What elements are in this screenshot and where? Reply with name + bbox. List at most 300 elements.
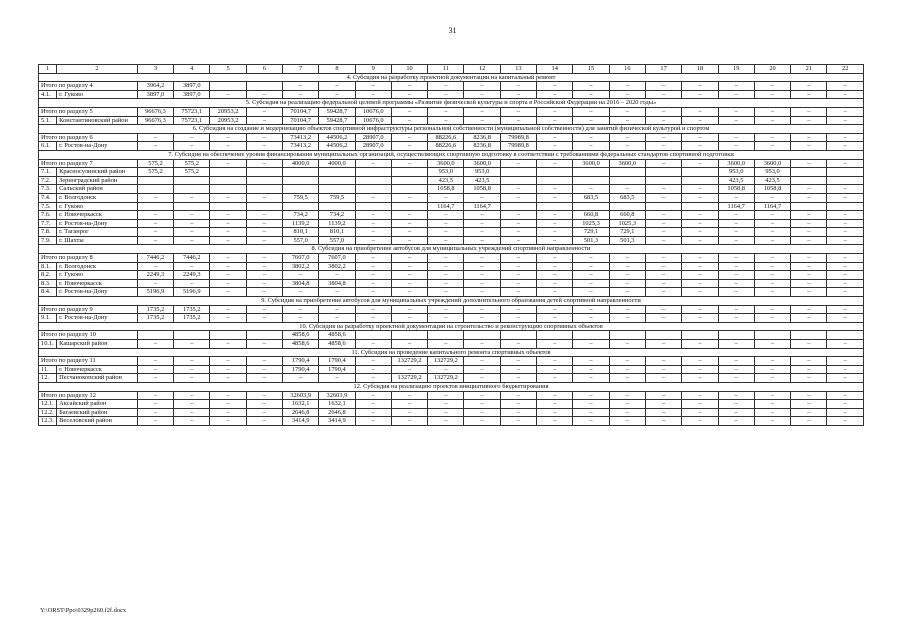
- value-cell: [174, 331, 210, 340]
- value-cell: –: [246, 159, 282, 168]
- value-cell: –: [827, 236, 864, 245]
- value-cell: –: [827, 254, 864, 263]
- value-cell: –: [391, 408, 427, 417]
- value-cell: –: [246, 211, 282, 220]
- row-name: г. Новочеркасск: [57, 279, 138, 288]
- table-row: [39, 340, 864, 349]
- value-cell: –: [391, 417, 427, 426]
- value-cell: –: [754, 90, 790, 99]
- value-cell: 3600,0: [718, 159, 754, 168]
- value-cell: 88226,6: [428, 142, 464, 151]
- value-cell: [464, 331, 500, 340]
- table-row: [39, 305, 864, 314]
- column-header: 14: [537, 65, 573, 74]
- value-cell: –: [391, 133, 427, 142]
- row-name: г. Волгодонск: [57, 262, 138, 271]
- value-cell: 4858,6: [319, 340, 355, 349]
- value-cell: [500, 202, 536, 211]
- value-cell: 1058,8: [464, 185, 500, 194]
- row-number: 8.3.: [39, 279, 57, 288]
- value-cell: –: [464, 271, 500, 280]
- value-cell: [573, 176, 609, 185]
- value-cell: 729,1: [609, 228, 645, 237]
- value-cell: –: [754, 228, 790, 237]
- value-cell: –: [137, 391, 173, 400]
- row-name: г. Волгодонск: [57, 193, 138, 202]
- value-cell: –: [174, 365, 210, 374]
- value-cell: –: [391, 365, 427, 374]
- value-cell: –: [682, 408, 718, 417]
- value-cell: –: [827, 279, 864, 288]
- value-cell: –: [137, 133, 173, 142]
- value-cell: –: [645, 417, 681, 426]
- value-cell: 953,0: [718, 168, 754, 177]
- value-cell: –: [500, 82, 536, 91]
- value-cell: –: [537, 391, 573, 400]
- table-row: [39, 271, 864, 280]
- value-cell: 3600,0: [573, 159, 609, 168]
- value-cell: –: [246, 219, 282, 228]
- value-cell: –: [137, 193, 173, 202]
- value-cell: –: [754, 391, 790, 400]
- value-cell: –: [464, 408, 500, 417]
- value-cell: [645, 202, 681, 211]
- row-name: г. Новочеркасск: [57, 365, 138, 374]
- value-cell: –: [573, 374, 609, 383]
- value-cell: 1164,7: [464, 202, 500, 211]
- value-cell: 3600,0: [609, 159, 645, 168]
- value-cell: –: [791, 107, 827, 116]
- value-cell: –: [355, 236, 391, 245]
- value-cell: –: [391, 279, 427, 288]
- value-cell: –: [464, 314, 500, 323]
- value-cell: –: [754, 408, 790, 417]
- value-cell: –: [609, 408, 645, 417]
- value-cell: 423,5: [754, 176, 790, 185]
- row-name: Песчанокопский район: [57, 374, 138, 383]
- row-number: 7.6.: [39, 211, 57, 220]
- value-cell: –: [174, 391, 210, 400]
- value-cell: –: [682, 116, 718, 125]
- row-number: 6.1.: [39, 142, 57, 151]
- value-cell: –: [137, 340, 173, 349]
- value-cell: –: [464, 400, 500, 409]
- value-cell: 953,0: [464, 168, 500, 177]
- value-cell: –: [537, 193, 573, 202]
- table-row: [39, 357, 864, 366]
- row-number: 7.2.: [39, 176, 57, 185]
- value-cell: 3804,8: [319, 279, 355, 288]
- value-cell: [137, 331, 173, 340]
- value-cell: –: [791, 159, 827, 168]
- value-cell: [827, 331, 864, 340]
- value-cell: [246, 82, 282, 91]
- value-cell: –: [174, 357, 210, 366]
- value-cell: [609, 176, 645, 185]
- value-cell: –: [355, 219, 391, 228]
- value-cell: –: [682, 185, 718, 194]
- value-cell: –: [718, 391, 754, 400]
- value-cell: –: [319, 305, 355, 314]
- value-cell: [137, 176, 173, 185]
- value-cell: –: [718, 408, 754, 417]
- value-cell: –: [391, 116, 427, 125]
- value-cell: –: [791, 254, 827, 263]
- value-cell: 3414,9: [283, 417, 319, 426]
- value-cell: –: [500, 314, 536, 323]
- value-cell: –: [537, 365, 573, 374]
- value-cell: –: [754, 262, 790, 271]
- value-cell: –: [537, 262, 573, 271]
- value-cell: –: [428, 82, 464, 91]
- section-title: 8. Субсидия на приобретение автобусов для муниципальных учреждений спортивной направленности: [39, 245, 864, 254]
- table-row: [39, 417, 864, 426]
- value-cell: 501,3: [609, 236, 645, 245]
- value-cell: 3414,9: [319, 417, 355, 426]
- value-cell: –: [464, 90, 500, 99]
- value-cell: –: [246, 408, 282, 417]
- value-cell: 20953,2: [210, 116, 246, 125]
- value-cell: –: [609, 82, 645, 91]
- value-cell: –: [355, 254, 391, 263]
- value-cell: –: [174, 262, 210, 271]
- value-cell: –: [718, 254, 754, 263]
- row-name: г. Ростов-на-Дону: [57, 314, 138, 323]
- row-name: г. Ростов-на-Дону: [57, 288, 138, 297]
- value-cell: –: [500, 116, 536, 125]
- value-cell: –: [464, 82, 500, 91]
- value-cell: 4858,6: [319, 331, 355, 340]
- value-cell: –: [573, 305, 609, 314]
- value-cell: –: [645, 142, 681, 151]
- value-cell: [573, 202, 609, 211]
- value-cell: –: [174, 400, 210, 409]
- value-cell: –: [754, 417, 790, 426]
- value-cell: 3600,0: [754, 159, 790, 168]
- value-cell: [645, 176, 681, 185]
- value-cell: –: [137, 142, 173, 151]
- value-cell: [210, 202, 246, 211]
- value-cell: 28907,0: [355, 133, 391, 142]
- value-cell: 73413,2: [283, 133, 319, 142]
- value-cell: –: [464, 228, 500, 237]
- table-row: [39, 279, 864, 288]
- value-cell: 729,1: [573, 228, 609, 237]
- row-name: г. Шахты: [57, 236, 138, 245]
- value-cell: –: [391, 288, 427, 297]
- value-cell: –: [609, 288, 645, 297]
- value-cell: –: [210, 417, 246, 426]
- value-cell: –: [391, 305, 427, 314]
- value-cell: 1632,1: [283, 400, 319, 409]
- value-cell: –: [428, 340, 464, 349]
- value-cell: [319, 185, 355, 194]
- value-cell: –: [573, 357, 609, 366]
- row-number: 10.1.: [39, 340, 57, 349]
- value-cell: 2249,3: [174, 271, 210, 280]
- value-cell: –: [391, 262, 427, 271]
- value-cell: 3600,0: [428, 159, 464, 168]
- value-cell: –: [537, 159, 573, 168]
- value-cell: –: [791, 228, 827, 237]
- value-cell: –: [391, 219, 427, 228]
- row-name: Итого по разделу 12: [39, 391, 138, 400]
- value-cell: –: [573, 288, 609, 297]
- value-cell: –: [682, 374, 718, 383]
- value-cell: –: [573, 271, 609, 280]
- value-cell: –: [791, 271, 827, 280]
- value-cell: –: [428, 116, 464, 125]
- value-cell: –: [791, 236, 827, 245]
- value-cell: –: [246, 271, 282, 280]
- value-cell: –: [754, 211, 790, 220]
- value-cell: –: [428, 391, 464, 400]
- value-cell: –: [428, 365, 464, 374]
- value-cell: –: [682, 305, 718, 314]
- value-cell: –: [682, 357, 718, 366]
- value-cell: –: [537, 340, 573, 349]
- value-cell: –: [246, 357, 282, 366]
- value-cell: 75723,1: [174, 107, 210, 116]
- value-cell: –: [174, 211, 210, 220]
- value-cell: 575,2: [137, 168, 173, 177]
- value-cell: –: [609, 107, 645, 116]
- value-cell: –: [718, 219, 754, 228]
- value-cell: 5196,9: [137, 288, 173, 297]
- value-cell: 3802,2: [319, 262, 355, 271]
- value-cell: –: [609, 374, 645, 383]
- value-cell: –: [718, 228, 754, 237]
- value-cell: –: [500, 391, 536, 400]
- table-row: [39, 116, 864, 125]
- value-cell: –: [718, 365, 754, 374]
- value-cell: –: [718, 236, 754, 245]
- value-cell: 79989,8: [500, 142, 536, 151]
- value-cell: –: [428, 90, 464, 99]
- value-cell: –: [537, 133, 573, 142]
- value-cell: –: [174, 193, 210, 202]
- value-cell: 4858,6: [283, 340, 319, 349]
- value-cell: –: [246, 374, 282, 383]
- value-cell: –: [682, 133, 718, 142]
- value-cell: –: [500, 228, 536, 237]
- value-cell: –: [645, 211, 681, 220]
- value-cell: –: [645, 408, 681, 417]
- value-cell: –: [827, 133, 864, 142]
- value-cell: –: [537, 116, 573, 125]
- value-cell: –: [609, 400, 645, 409]
- value-cell: –: [391, 391, 427, 400]
- value-cell: 3804,8: [283, 279, 319, 288]
- column-header: 7: [283, 65, 319, 74]
- value-cell: –: [827, 159, 864, 168]
- row-name: Итого по разделу 11: [39, 357, 138, 366]
- value-cell: –: [609, 133, 645, 142]
- value-cell: [283, 168, 319, 177]
- column-header: 1: [39, 65, 57, 74]
- row-number: 7.1.: [39, 168, 57, 177]
- value-cell: [645, 168, 681, 177]
- value-cell: –: [137, 400, 173, 409]
- table-row: [39, 219, 864, 228]
- table-row: [39, 391, 864, 400]
- value-cell: –: [718, 116, 754, 125]
- column-header: 8: [319, 65, 355, 74]
- value-cell: –: [210, 159, 246, 168]
- value-cell: 132729,2: [391, 374, 427, 383]
- column-header: 19: [718, 65, 754, 74]
- section-title: 6. Субсидия на создание и модернизацию объектов спортивной инфраструктуры региональной собственности (муниципальной собственности) для занятий физической культурой и спортом: [39, 125, 864, 134]
- value-cell: –: [718, 211, 754, 220]
- value-cell: [210, 331, 246, 340]
- value-cell: –: [174, 374, 210, 383]
- value-cell: –: [609, 314, 645, 323]
- value-cell: –: [682, 193, 718, 202]
- value-cell: [137, 202, 173, 211]
- value-cell: 1058,8: [428, 185, 464, 194]
- value-cell: –: [210, 211, 246, 220]
- row-number: 4.1.: [39, 90, 57, 99]
- section-title: 9. Субсидия на приобретение автобусов для муниципальных учреждений дополнительного образования детей спортивной направленности: [39, 297, 864, 306]
- value-cell: –: [645, 400, 681, 409]
- value-cell: 8236,8: [464, 142, 500, 151]
- value-cell: –: [319, 314, 355, 323]
- value-cell: –: [464, 374, 500, 383]
- value-cell: –: [791, 305, 827, 314]
- value-cell: –: [246, 116, 282, 125]
- value-cell: 423,5: [464, 176, 500, 185]
- value-cell: [827, 168, 864, 177]
- value-cell: –: [246, 365, 282, 374]
- value-cell: –: [537, 254, 573, 263]
- value-cell: –: [827, 314, 864, 323]
- value-cell: –: [391, 314, 427, 323]
- value-cell: –: [246, 288, 282, 297]
- value-cell: –: [464, 116, 500, 125]
- value-cell: –: [827, 357, 864, 366]
- value-cell: –: [827, 288, 864, 297]
- value-cell: –: [609, 185, 645, 194]
- value-cell: 44506,2: [319, 133, 355, 142]
- table-row: [39, 159, 864, 168]
- value-cell: –: [754, 107, 790, 116]
- row-name: г. Гуково: [57, 271, 138, 280]
- value-cell: –: [754, 271, 790, 280]
- value-cell: –: [137, 262, 173, 271]
- column-header: 21: [791, 65, 827, 74]
- value-cell: [137, 185, 173, 194]
- section-title: 7. Субсидия на обеспечение уровня финансирования муниципальных организаций, осуществляющих спортивную подготовку в соответствии с требованиями федеральных стандартов спортивной подготовки: [39, 150, 864, 159]
- row-name: Зерноградский район: [57, 176, 138, 185]
- table-row: [39, 374, 864, 383]
- value-cell: 575,2: [137, 159, 173, 168]
- row-number: 7.5.: [39, 202, 57, 211]
- value-cell: –: [355, 262, 391, 271]
- value-cell: –: [464, 340, 500, 349]
- value-cell: –: [791, 279, 827, 288]
- value-cell: –: [283, 82, 319, 91]
- value-cell: –: [718, 357, 754, 366]
- value-cell: –: [791, 262, 827, 271]
- value-cell: –: [791, 357, 827, 366]
- value-cell: –: [464, 193, 500, 202]
- value-cell: –: [391, 400, 427, 409]
- column-header: 16: [609, 65, 645, 74]
- row-name: Аксайский район: [57, 400, 138, 409]
- value-cell: [609, 202, 645, 211]
- value-cell: –: [537, 185, 573, 194]
- value-cell: 10676,0: [355, 107, 391, 116]
- value-cell: [210, 168, 246, 177]
- value-cell: 59428,7: [319, 116, 355, 125]
- value-cell: –: [537, 279, 573, 288]
- value-cell: [355, 168, 391, 177]
- value-cell: –: [537, 305, 573, 314]
- value-cell: 2646,8: [319, 408, 355, 417]
- row-name: Итого по разделу 7: [39, 159, 138, 168]
- value-cell: 734,2: [283, 211, 319, 220]
- value-cell: –: [791, 365, 827, 374]
- section-title: 10. Субсидия на разработку проектной документации на строительство и реконструкцию спортивных объектов: [39, 322, 864, 331]
- value-cell: 132729,2: [428, 374, 464, 383]
- value-cell: –: [791, 314, 827, 323]
- value-cell: [391, 185, 427, 194]
- value-cell: 3897,0: [174, 90, 210, 99]
- row-number: 7.7.: [39, 219, 57, 228]
- value-cell: [718, 331, 754, 340]
- value-cell: –: [754, 400, 790, 409]
- value-cell: –: [246, 340, 282, 349]
- value-cell: –: [537, 82, 573, 91]
- value-cell: –: [246, 254, 282, 263]
- value-cell: 953,0: [754, 168, 790, 177]
- value-cell: –: [791, 116, 827, 125]
- value-cell: –: [682, 400, 718, 409]
- value-cell: –: [137, 279, 173, 288]
- row-number: 9.1.: [39, 314, 57, 323]
- value-cell: 1790,4: [319, 357, 355, 366]
- row-name: Веселовский район: [57, 417, 138, 426]
- value-cell: –: [174, 133, 210, 142]
- value-cell: –: [754, 374, 790, 383]
- value-cell: –: [754, 236, 790, 245]
- value-cell: –: [537, 219, 573, 228]
- row-name: Константиновский район: [57, 116, 138, 125]
- table-row: [39, 400, 864, 409]
- value-cell: –: [428, 314, 464, 323]
- value-cell: –: [210, 391, 246, 400]
- value-cell: –: [645, 357, 681, 366]
- value-cell: –: [609, 391, 645, 400]
- value-cell: –: [500, 254, 536, 263]
- value-cell: –: [283, 288, 319, 297]
- row-name: Итого по разделу 10: [39, 331, 138, 340]
- value-cell: –: [464, 107, 500, 116]
- row-number: 8.1.: [39, 262, 57, 271]
- table-row: [39, 365, 864, 374]
- table-row: [39, 90, 864, 99]
- value-cell: –: [645, 219, 681, 228]
- section-title: 12. Субсидия на реализацию проектов инициативного бюджетирования: [39, 382, 864, 391]
- value-cell: 79989,8: [500, 133, 536, 142]
- value-cell: [682, 331, 718, 340]
- value-cell: –: [682, 365, 718, 374]
- value-cell: –: [573, 133, 609, 142]
- value-cell: [428, 331, 464, 340]
- value-cell: –: [500, 211, 536, 220]
- value-cell: –: [645, 193, 681, 202]
- value-cell: –: [537, 228, 573, 237]
